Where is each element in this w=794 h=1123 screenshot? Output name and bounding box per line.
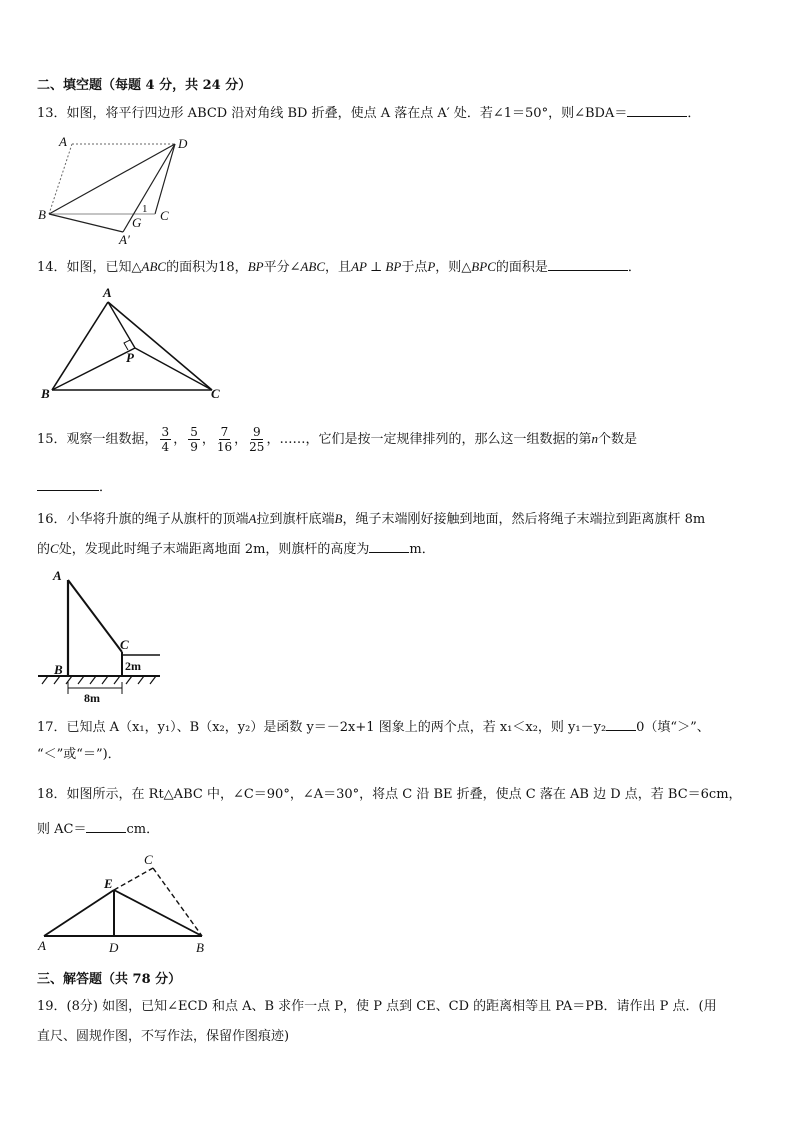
q15-fraction xyxy=(160,425,172,454)
question-19-line-2 xyxy=(37,1028,289,1046)
q13-label-A: A xyxy=(59,134,67,149)
q18-text-3: cm． xyxy=(126,822,160,837)
q14-text-5: ，且 xyxy=(325,260,352,275)
q15-fraction xyxy=(188,425,200,454)
q16-point-B: B xyxy=(334,511,343,526)
question-19-line-1 xyxy=(37,998,717,1016)
q13-answer-blank[interactable] xyxy=(627,104,687,117)
q15-text-pre: 15．观察一组数据， xyxy=(37,432,158,447)
q16-point-A: A xyxy=(248,511,257,526)
q17-text-2: 0（填“＞”、 xyxy=(636,720,710,735)
q14-text-4: 平分 xyxy=(263,260,290,275)
q14-text-8: 的面积是 xyxy=(495,260,548,275)
q17-text-3: “＜”或“＝”)． xyxy=(37,747,121,762)
q16-text-1: 16．小华将升旗的绳子从旗杆的顶端 xyxy=(37,512,249,527)
q13-text: 13．如图，将平行四边形 ABCD 沿对角线 BD 折叠，使点 A 落在点 A′ 处．若∠1＝50°，则∠BDA＝ xyxy=(37,106,628,121)
question-17-line-1 xyxy=(37,718,710,737)
question-18-line-1 xyxy=(37,786,742,804)
section-title-solve: 三、解答题（共 78 分） xyxy=(37,972,182,987)
q13-label-G: G xyxy=(132,215,142,230)
question-16-line-2 xyxy=(37,540,435,559)
q14-math-3: ∠ABC xyxy=(289,259,326,274)
q18-answer-blank[interactable] xyxy=(86,820,126,833)
q14-math-6: △BPC xyxy=(461,259,496,274)
q15-frac-4-num: 9 xyxy=(252,425,261,439)
q16-figure xyxy=(38,568,168,708)
q18-figure xyxy=(36,850,216,960)
q15-frac-3-den: 16 xyxy=(216,440,233,454)
q14-label-A: A xyxy=(103,285,112,300)
q17-text-1: 17．已知点 A（x₁，y₁）、B（x₂，y₂）是函数 y＝－2x+1 图象上的两个点，若 x₁＜x₂，则 y₁－y₂ xyxy=(37,720,607,735)
q14-text-7: ，则 xyxy=(435,260,462,275)
question-13 xyxy=(37,104,700,123)
q18-text-1: 18．如图所示，在 Rt△ABC 中，∠C＝90°，∠A＝30°，将点 C 沿 BE 折叠，使点 C 落在 AB 边 D 点，若 BC＝6cm， xyxy=(37,787,742,802)
q18-label-E: E xyxy=(104,876,113,891)
q13-label-D: D xyxy=(178,136,188,151)
q13-label-B: B xyxy=(38,207,46,222)
q14-label-P: P xyxy=(126,350,134,365)
q15-answer-line xyxy=(37,478,112,497)
q19-text-2: 直尺、圆规作图，不写作法，保留作图痕迹) xyxy=(37,1029,290,1044)
q14-math-1: △ABC xyxy=(131,259,167,274)
q16-text-6: m． xyxy=(409,542,435,557)
q16-label-B: B xyxy=(54,662,63,677)
q18-label-A: A xyxy=(38,938,46,953)
q16-label-C: C xyxy=(120,637,129,652)
question-16-line-1 xyxy=(37,510,705,529)
q14-number: 18 xyxy=(218,260,235,275)
q15-frac-4-den: 25 xyxy=(249,440,265,454)
q16-point-C: C xyxy=(50,541,59,556)
question-15: 15．观察一组数据， $\frac{3}{4}$ ， $\frac{5}{9}$ ， $\frac{7}{16}$ ， $\frac{9}{25}$ ，……，它们是按一定规律排列的，那么这一组数据的第n个数是 xyxy=(37,425,637,454)
q14-label-B: B xyxy=(41,386,50,401)
q16-label-8m: 8m xyxy=(84,691,100,705)
q15-fraction xyxy=(217,425,232,454)
q16-text-3: ，绳子末端刚好接触到地面，然后将绳子末端拉到距离旗杆 8m xyxy=(342,512,706,527)
q14-answer-blank[interactable] xyxy=(548,258,628,271)
q18-text-2: 则 AC＝ xyxy=(37,822,87,837)
q18-label-C: C xyxy=(144,852,153,867)
q16-label-A: A xyxy=(53,568,62,583)
q16-text-4: 的 xyxy=(37,542,51,557)
q18-label-B: B xyxy=(196,940,204,955)
question-18-line-2 xyxy=(37,820,159,839)
q14-math-2: BP xyxy=(247,259,264,274)
q15-frac-2-num: 5 xyxy=(190,425,198,439)
q13-figure xyxy=(35,134,205,246)
q17-answer-blank[interactable] xyxy=(606,718,636,731)
question-17-line-2 xyxy=(37,746,121,764)
q15-frac-1-den: 4 xyxy=(161,440,170,454)
q14-text-1: 14．如图，已知 xyxy=(37,260,132,275)
q15-answer-blank[interactable] xyxy=(37,478,99,491)
q16-answer-blank[interactable] xyxy=(369,540,409,553)
q15-end: ． xyxy=(99,480,113,495)
q14-text-6: 于点 xyxy=(401,260,428,275)
q15-frac-3-num: 7 xyxy=(220,425,229,439)
q14-label-C: C xyxy=(211,386,220,401)
q14-math-4: AP ⊥ BP xyxy=(351,259,402,274)
q18-label-D: D xyxy=(109,940,119,955)
q15-text-post2: 个数是 xyxy=(597,432,637,447)
q16-label-2m: 2m xyxy=(125,659,141,673)
q15-frac-2-den: 9 xyxy=(190,440,198,454)
q15-frac-1-num: 3 xyxy=(161,425,170,439)
q14-end: ． xyxy=(627,260,641,275)
q14-figure xyxy=(38,286,228,404)
q14-text-3: ， xyxy=(234,260,248,275)
q15-fraction xyxy=(249,425,264,454)
q13-end: ． xyxy=(687,106,701,121)
q16-text-5: 处，发现此时绳子末端距离地面 2m，则旗杆的高度为 xyxy=(58,542,370,557)
section-title-fill-blank: 二、填空题（每题 4 分，共 24 分） xyxy=(37,78,252,93)
q14-math-5: P xyxy=(427,259,436,274)
q15-n: n xyxy=(591,431,598,446)
q13-label-1: 1 xyxy=(142,203,148,215)
q13-label-C: C xyxy=(160,208,169,223)
q15-text-post: ，……，它们是按一定规律排列的，那么这一组数据的第 xyxy=(266,432,592,447)
q13-label-Aprime: A′ xyxy=(119,232,130,247)
question-14 xyxy=(37,258,641,277)
q19-text-1: 19．(8分) 如图，已知∠ECD 和点 A、B 求作一点 P，使 P 点到 CE、CD 的距离相等且 PA＝PB．请作出 P 点．(用 xyxy=(37,999,717,1014)
q16-text-2: 拉到旗杆底端 xyxy=(256,512,335,527)
q14-text-2: 的面积为 xyxy=(166,260,219,275)
